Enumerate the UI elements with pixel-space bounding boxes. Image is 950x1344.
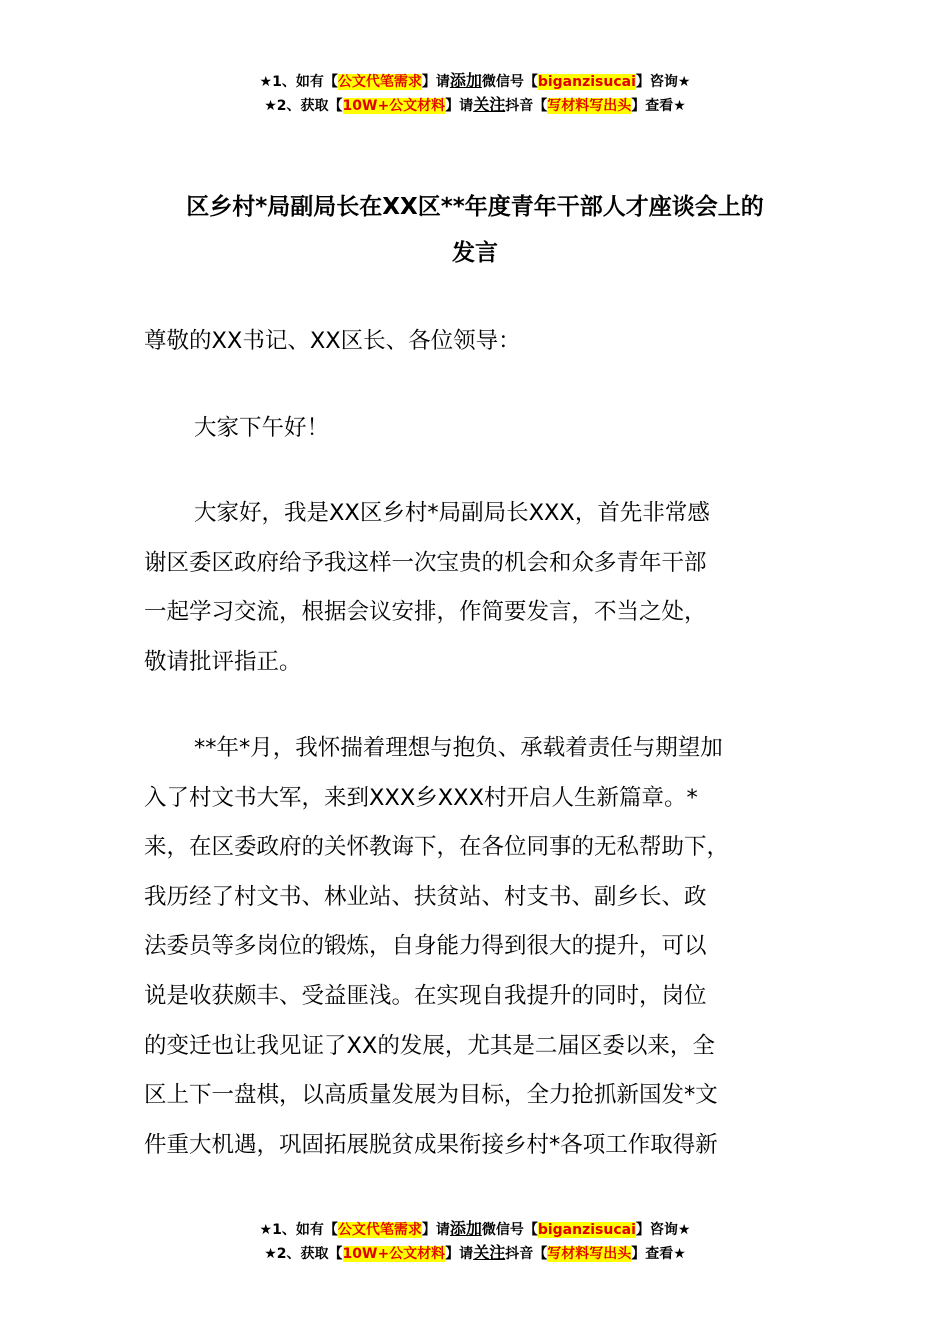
- promo-highlight: 公文代笔需求: [337, 1222, 422, 1238]
- promo-highlight: 10W+公文材料: [342, 98, 446, 114]
- paragraph-line: 的变迁也让我见证了XX的发展，尤其是二届区委以来，全: [144, 1032, 715, 1059]
- star-icon: ★: [673, 1246, 686, 1262]
- promo-text: 抖音【: [505, 1246, 548, 1262]
- paragraph-line: 区上下一盘棋，以高质量发展为目标，全力抢抓新国发*文: [144, 1082, 718, 1109]
- promo-text: 1、如有【: [272, 74, 338, 90]
- promo-text: 】请: [421, 74, 450, 90]
- wechat-id-highlight: biganzisucai: [537, 1222, 636, 1238]
- star-icon: ★: [677, 1222, 691, 1238]
- star-icon: ★: [264, 98, 277, 114]
- paragraph-line: 我历经了村文书、林业站、扶贫站、村支书、副乡长、政: [144, 883, 707, 910]
- paragraph-line: 敬请批评指正。: [144, 648, 302, 675]
- promo-emphasis: 添加: [449, 1219, 482, 1238]
- title-line: 发言: [452, 240, 498, 266]
- title-line: 区乡村*局副局长在XX区**年度青年干部人才座谈会上的: [186, 194, 764, 220]
- promo-text: 】查看: [631, 1246, 674, 1262]
- promo-text: 】请: [445, 1246, 474, 1262]
- paragraph-line: 法委员等多岗位的锻炼，自身能力得到很大的提升，可以: [144, 933, 707, 960]
- paragraph-line: 一起学习交流，根据会议安排，作简要发言，不当之处，: [144, 599, 707, 626]
- promo-text: 2、获取【: [276, 1246, 343, 1262]
- paragraph-line: 来，在区委政府的关怀教诲下，在各位同事的无私帮助下，: [144, 834, 730, 861]
- star-icon: ★: [677, 74, 691, 90]
- greeting: 大家下午好！: [194, 415, 330, 441]
- paragraph-line: **年*月，我怀揣着理想与抱负、承载着责任与期望加: [194, 735, 723, 761]
- paragraph-line: 大家好，我是XX区乡村*局副局长XXX，首先非常感: [194, 500, 710, 526]
- promo-text: 】咨询: [635, 74, 678, 90]
- promo-line-2: [0, 1241, 950, 1265]
- promo-line-1: [0, 1217, 950, 1241]
- star-icon: ★: [673, 98, 686, 114]
- promo-text: 】咨询: [635, 1222, 678, 1238]
- document-title: [140, 184, 810, 276]
- paragraph-1: [144, 489, 814, 687]
- promo-text: 】请: [445, 98, 474, 114]
- paragraph-2: [144, 724, 814, 1170]
- promo-text: 1、如有【: [272, 1222, 338, 1238]
- promo-text: 】查看: [631, 98, 674, 114]
- paragraph-line: 件重大机遇，巩固拓展脱贫成果衔接乡村*各项工作取得新: [144, 1131, 718, 1158]
- star-icon: ★: [259, 74, 273, 90]
- promo-text: 微信号【: [481, 1222, 538, 1238]
- promo-text: 2、获取【: [276, 98, 343, 114]
- promo-highlight: 公文代笔需求: [337, 74, 422, 90]
- wechat-id-highlight: biganzisucai: [537, 74, 636, 90]
- promo-emphasis: 关注: [473, 95, 506, 114]
- promo-text: 微信号【: [481, 74, 538, 90]
- salutation: 尊敬的XX书记、XX区长、各位领导：: [144, 328, 521, 354]
- douyin-highlight: 写材料写出头: [547, 1246, 632, 1262]
- star-icon: ★: [259, 1222, 273, 1238]
- bottom-promo-banner: [0, 1217, 950, 1265]
- promo-text: 】请: [421, 1222, 450, 1238]
- paragraph-line: 谢区委区政府给予我这样一次宝贵的机会和众多青年干部: [144, 549, 707, 576]
- promo-text: 抖音【: [505, 98, 548, 114]
- promo-line-2: [0, 93, 950, 117]
- promo-emphasis: 关注: [473, 1243, 506, 1262]
- top-promo-banner: [0, 69, 950, 117]
- promo-line-1: [0, 69, 950, 93]
- paragraph-line: 说是收获颇丰、受益匪浅。在实现自我提升的同时，岗位: [144, 982, 707, 1009]
- promo-emphasis: 添加: [449, 71, 482, 90]
- star-icon: ★: [264, 1246, 277, 1262]
- douyin-highlight: 写材料写出头: [547, 98, 632, 114]
- paragraph-line: 入了村文书大军，来到XXX乡XXX村开启人生新篇章。*: [144, 784, 698, 811]
- promo-highlight: 10W+公文材料: [342, 1246, 446, 1262]
